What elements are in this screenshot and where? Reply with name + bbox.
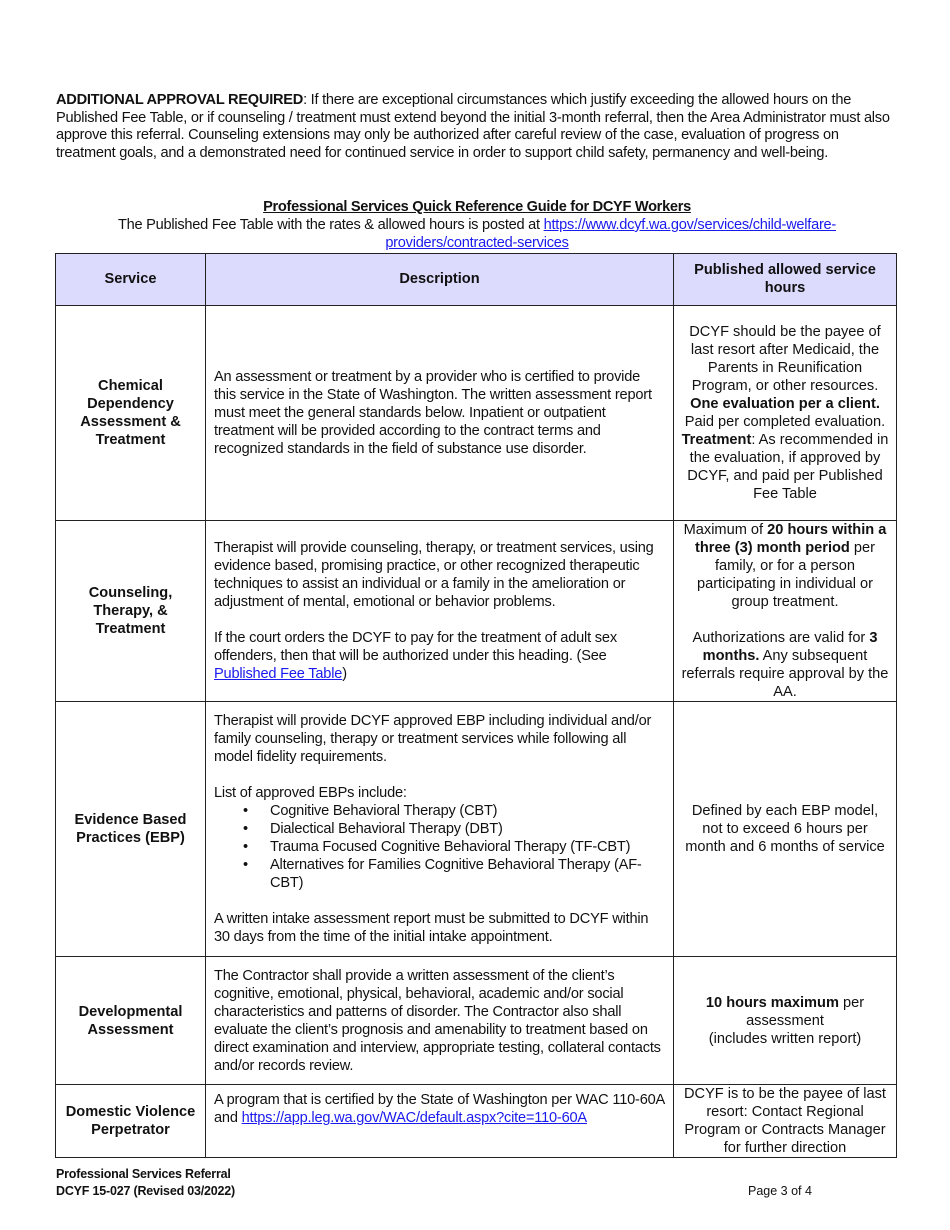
hours-cell: [674, 521, 897, 702]
hours-text: per family, or for a person participating in individual or group treatment.: [696, 540, 875, 610]
ebp-list-item: • Cognitive Behavioral Therapy (CBT): [270, 802, 665, 820]
service-cell: Developmental Assessment: [56, 957, 206, 1085]
description-text: If the court orders the DCYF to pay for the treatment of adult sex offenders, then that will be authorized under this heading. (See: [214, 630, 617, 664]
table-row: [56, 702, 897, 957]
ebp-list-item: • Alternatives for Families Cognitive Behavioral Therapy (AF-CBT): [270, 856, 665, 892]
guide-subtitle: [56, 217, 898, 252]
header-description: Description: [206, 254, 674, 306]
reference-table: [55, 253, 897, 1158]
hours-text-bold: Treatment: [681, 432, 752, 448]
description-text: Therapist will provide counseling, therapy, or treatment services, using evidence based, promising practice, or other recognized therapeutic techniques to assist an individual or a family in the amelioration or adjustment of mental, emotional or behavior problems.: [214, 540, 654, 610]
service-cell: Counseling, Therapy, & Treatment: [56, 521, 206, 702]
description-text: Therapist will provide DCYF approved EBP including individual and/or family counseling, therapy or treatment services while following all model fidelity requirements.: [214, 713, 652, 765]
fee-table-link[interactable]: https://www.dcyf.wa.gov/services/child-welfare-providers/contracted-services: [385, 217, 837, 251]
hours-text: Maximum of: [683, 522, 768, 538]
ebp-list: [214, 802, 665, 892]
hours-text: DCYF should be the payee of last resort after Medicaid, the Parents in Reunification Program, or other resources.: [689, 324, 881, 394]
ebp-list-item: • Trauma Focused Cognitive Behavioral Therapy (TF-CBT): [270, 838, 665, 856]
description-text: A program that is certified by the State of Washington per WAC 110-60A and: [214, 1092, 665, 1126]
additional-approval-lead: ADDITIONAL APPROVAL REQUIRED: [56, 92, 304, 108]
ebp-list-item: • Dialectical Behavioral Therapy (DBT): [270, 820, 665, 838]
hours-text-bold: One evaluation per a client.: [690, 396, 880, 412]
hours-cell: [674, 957, 897, 1085]
hours-text-bold: 3 months.: [702, 630, 878, 664]
hours-text: [678, 629, 892, 701]
footer-form-number: DCYF 15-027 (Revised 03/2022): [56, 1183, 236, 1198]
header-hours: Published allowed service hours: [674, 254, 897, 306]
hours-text: [678, 994, 892, 1030]
published-fee-table-link[interactable]: Published Fee Table: [214, 666, 343, 682]
description-cell: [206, 702, 674, 957]
wac-link[interactable]: https://app.leg.wa.gov/WAC/default.aspx?cite=110-60A: [241, 1110, 587, 1126]
hours-text: [678, 431, 892, 503]
description-cell: [206, 1085, 674, 1158]
header-service: Service: [56, 254, 206, 306]
description-text: ): [342, 666, 347, 682]
hours-text: per assessment: [746, 994, 865, 1029]
description-cell: An assessment or treatment by a provider who is certified to provide this service in the State of Washington. The written assessment report must meet the general standards below. Inpatient or outpatient treatment will be provided according to the contract terms and recognized standards in the field of substance use disorder.: [206, 306, 674, 521]
table-row: [56, 1085, 897, 1158]
hours-text: [678, 521, 892, 611]
hours-text: Paid per completed evaluation.: [684, 414, 886, 430]
table-row: [56, 306, 897, 521]
hours-cell: DCYF is to be the payee of last resort: Contact Regional Program or Contracts Manager for further direction: [674, 1085, 897, 1158]
additional-approval-text: : If there are exceptional circumstances which justify exceeding the allowed hours on the Published Fee Table, or if counseling / treatment must extend beyond the initial 3-month referral, then the Area Administrator must also approve this referral. Counseling extensions may only be authorized after careful review of the case, evaluation of progress on treatment goals, and a demonstrated need for continued service in order to support child safety, permanency and well-being.: [56, 92, 890, 161]
table-header-row: [56, 254, 897, 306]
guide-subtitle-text: The Published Fee Table with the rates & allowed hours is posted at: [117, 217, 544, 233]
service-cell: Domestic Violence Perpetrator: [56, 1085, 206, 1158]
description-cell: The Contractor shall provide a written assessment of the client’s cognitive, emotional, physical, behavioral, academic and/or social characteristics and patterns of disorder. The Contractor also shall evaluate the client’s prognosis and amenability to treatment based on direct examination and interview, appropriate testing, collateral contacts and/or records review.: [206, 957, 674, 1085]
hours-note: (includes written report): [708, 1030, 862, 1047]
service-cell: Chemical Dependency Assessment & Treatment: [56, 306, 206, 521]
hours-cell: [674, 306, 897, 521]
description-cell: [206, 521, 674, 702]
description-text: [214, 629, 665, 683]
footer-page-number: Page 3 of 4: [748, 1184, 812, 1198]
hours-cell: Defined by each EBP model, not to exceed 6 hours per month and 6 months of service: [674, 702, 897, 957]
hours-text: : As recommended in the evaluation, if approved by DCYF, and paid per Published Fee Table: [687, 432, 889, 502]
footer-form-name: Professional Services Referral: [56, 1167, 231, 1181]
ebp-list-intro: List of approved EBPs include:: [214, 785, 407, 801]
hours-text: Any subsequent referrals require approval by the AA.: [681, 648, 889, 700]
guide-title: Professional Services Quick Reference Guide for DCYF Workers: [263, 199, 691, 215]
table-row: [56, 957, 897, 1085]
hours-text-bold: 10 hours maximum: [705, 994, 839, 1011]
hours-text: Authorizations are valid for: [692, 630, 870, 646]
footer-form-info: [56, 1166, 235, 1199]
table-row: [56, 521, 897, 702]
service-cell: Evidence Based Practices (EBP): [56, 702, 206, 957]
description-text: A written intake assessment report must be submitted to DCYF within 30 days from the time of the initial intake appointment.: [214, 911, 649, 945]
hours-text-bold: 20 hours within a three (3) month period: [694, 522, 887, 556]
additional-approval-paragraph: [56, 92, 898, 162]
